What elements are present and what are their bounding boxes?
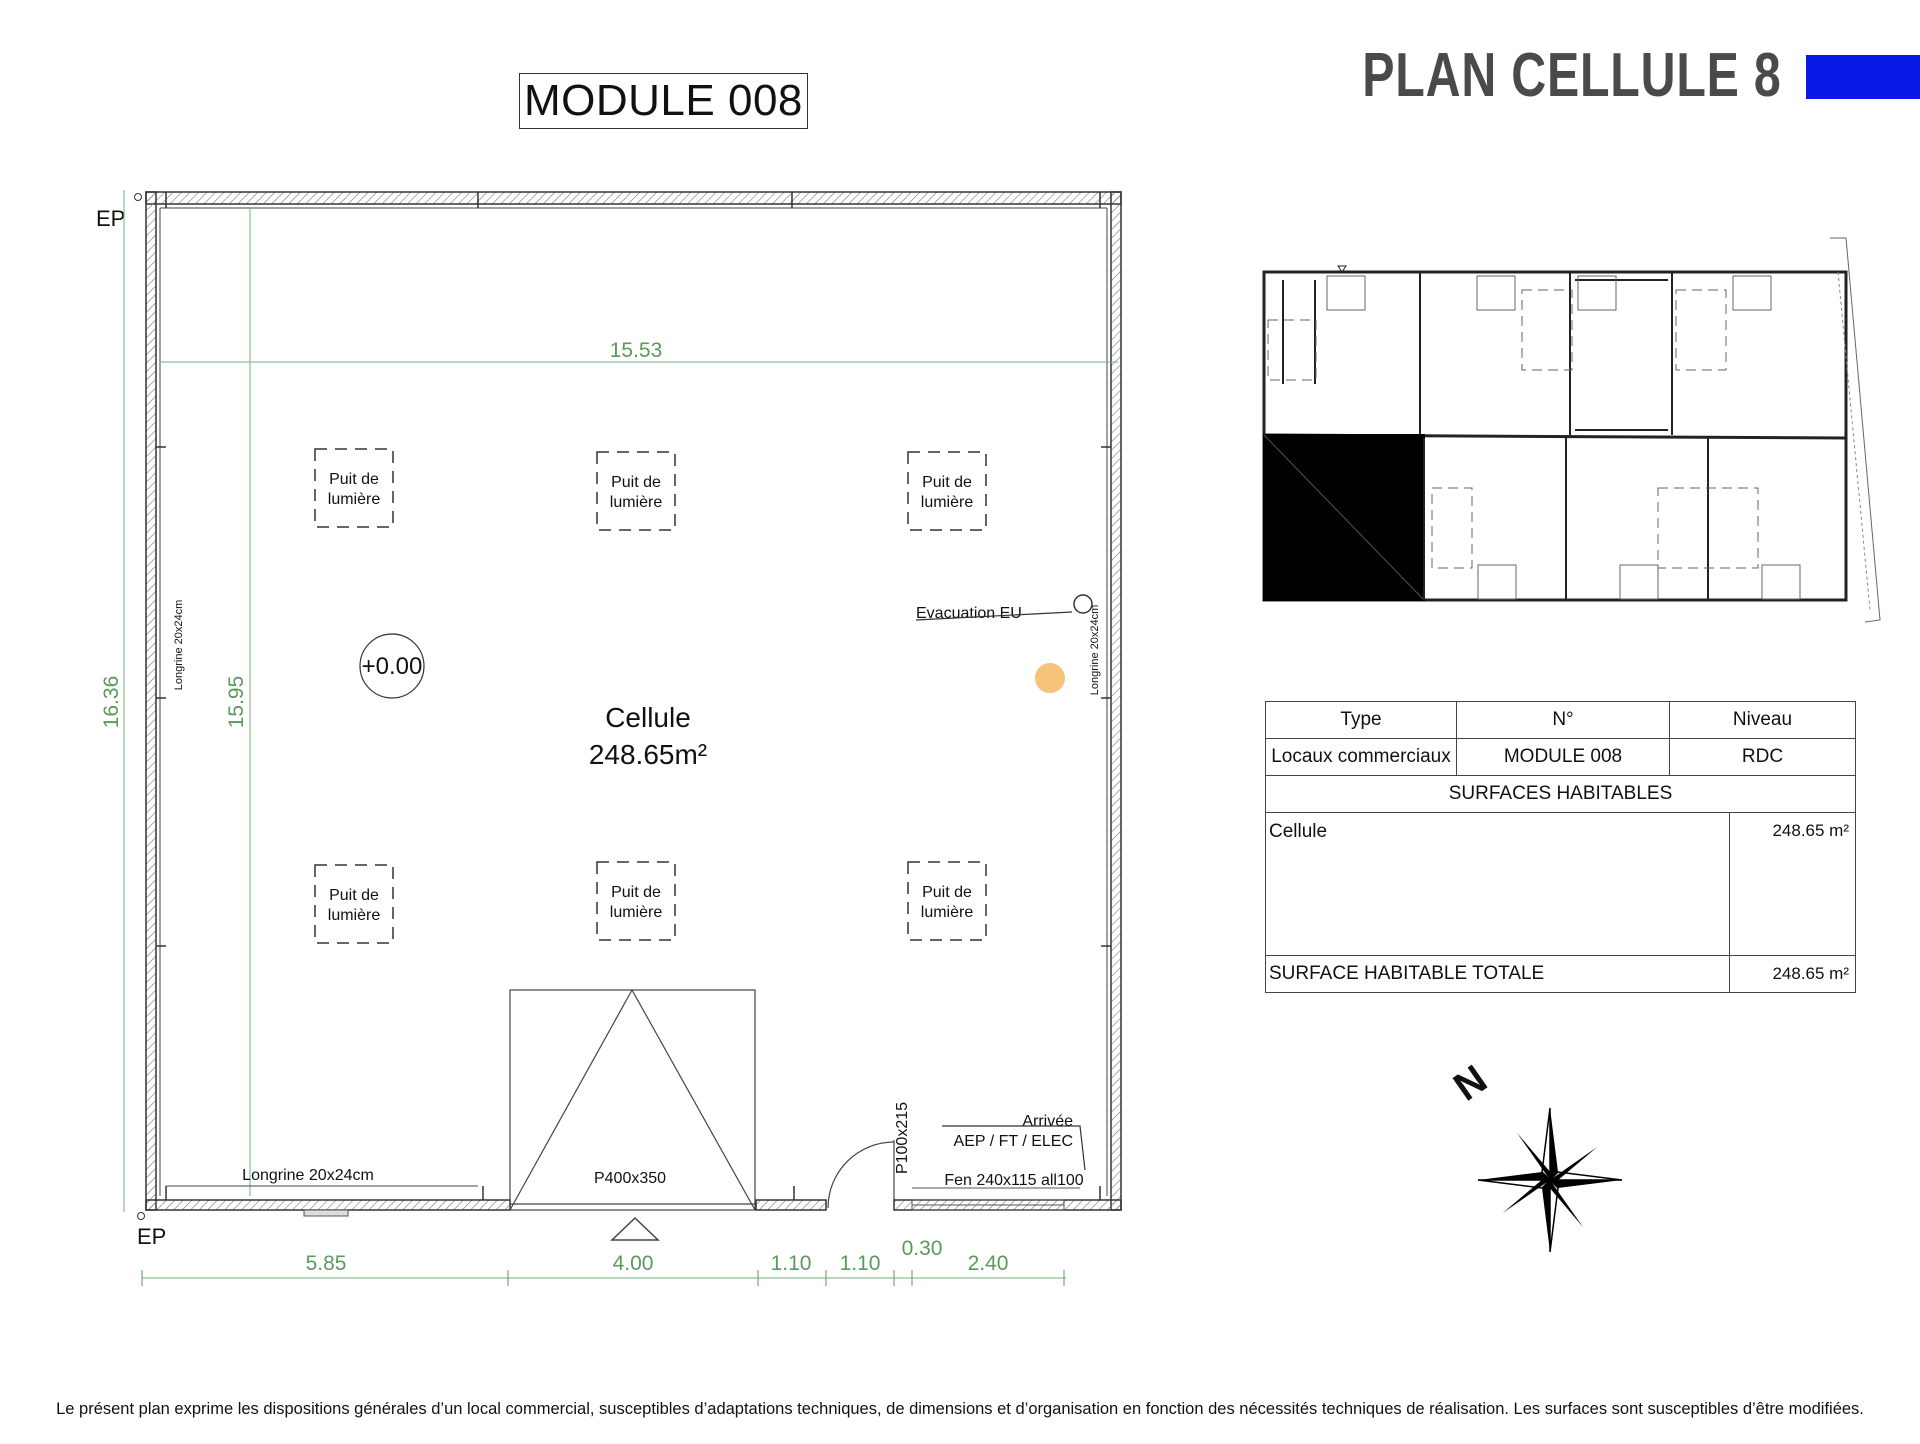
skylight-label: lumière: [609, 904, 663, 921]
table-row: [1266, 776, 1856, 813]
dim-segment: 4.00: [612, 1252, 654, 1275]
header-level: Niveau: [1670, 702, 1856, 739]
arrival-label-2: AEP / FT / ELEC: [953, 1133, 1073, 1150]
ep-top-label: EP: [96, 206, 126, 231]
cell-number: MODULE 008: [1457, 739, 1670, 776]
dim-height-inner: 15.95: [225, 675, 248, 729]
skylight-label: lumière: [609, 494, 663, 511]
longrine-right-label: Longrine 20x24cm: [1089, 604, 1101, 696]
dim-height-outer: 16.36: [100, 675, 123, 729]
main-door-label: P400x350: [593, 1170, 667, 1187]
cell-total-label: SURFACE HABITABLE TOTALE: [1266, 956, 1730, 993]
skylight-label: Puit de: [611, 474, 661, 491]
skylight-label: Puit de: [922, 474, 972, 491]
plan-title: PLAN CELLULE 8: [1362, 41, 1782, 110]
cell-total-area: 248.65 m²: [1730, 956, 1856, 993]
skylight-labels: [328, 471, 974, 924]
cell-room-area: 248.65 m²: [1730, 813, 1856, 956]
drain-icon: [1074, 595, 1092, 613]
section-title: SURFACES HABITABLES: [1266, 776, 1856, 813]
header-type: Type: [1266, 702, 1457, 739]
disclaimer-text: Le présent plan exprime les dispositions générales d’un local commercial, susceptibles d’adaptations techniques, de dimensions et d’organisation en fonction des nécessités techniques de réalisation. Les surfaces sont susceptibles d’être modifiées.: [56, 1400, 1864, 1418]
info-table: [1265, 701, 1856, 993]
window-label: Fen 240x115 all100: [944, 1172, 1084, 1189]
cell-type: Locaux commerciaux: [1266, 739, 1457, 776]
table-row: [1266, 956, 1856, 993]
ep-bottom-label: EP: [137, 1224, 167, 1249]
skylight-label: Puit de: [611, 884, 661, 901]
compass-rose-icon: [1469, 1099, 1631, 1261]
skylight-label: lumière: [327, 491, 381, 508]
cell-room: Cellule: [1266, 813, 1730, 956]
evacuation-label: Evacuation EU: [916, 605, 1022, 622]
dim-segment: 5.85: [305, 1252, 347, 1275]
dim-segment: 1.10: [839, 1252, 881, 1275]
dim-width: 15.53: [609, 339, 663, 362]
longrine-left-label: Longrine 20x24cm: [173, 599, 185, 691]
skylight-label: Puit de: [329, 887, 379, 904]
compass-north-label: N: [1446, 1057, 1495, 1110]
table-row: [1266, 702, 1856, 739]
room-name: Cellule: [605, 702, 691, 733]
small-door-label: P100x215: [894, 1101, 911, 1175]
dim-segment: 1.10: [770, 1252, 812, 1275]
skylight-label: lumière: [920, 494, 974, 511]
skylight-label: lumière: [920, 904, 974, 921]
dim-segment: 0.30: [901, 1237, 943, 1260]
cell-level: RDC: [1670, 739, 1856, 776]
small-door: [828, 1140, 894, 1208]
skylights: [315, 449, 986, 943]
bottom-dimensions: [306, 1237, 1009, 1275]
level-marker: +0.00: [361, 653, 423, 680]
module-title: MODULE 008: [519, 73, 808, 129]
location-marker-icon: [1035, 663, 1065, 693]
longrine-bottom-label: Longrine 20x24cm: [242, 1167, 374, 1184]
skylight-label: lumière: [327, 907, 381, 924]
skylight-label: Puit de: [329, 471, 379, 488]
main-door: [510, 990, 755, 1240]
table-row: [1266, 813, 1856, 956]
arrival-label-1: Arrivée: [1022, 1113, 1073, 1130]
dim-segment: 2.40: [967, 1252, 1009, 1275]
room-area: 248.65m²: [588, 739, 708, 770]
table-row: [1266, 739, 1856, 776]
header-number: N°: [1457, 702, 1670, 739]
site-plan: [1264, 238, 1880, 622]
skylight-label: Puit de: [922, 884, 972, 901]
